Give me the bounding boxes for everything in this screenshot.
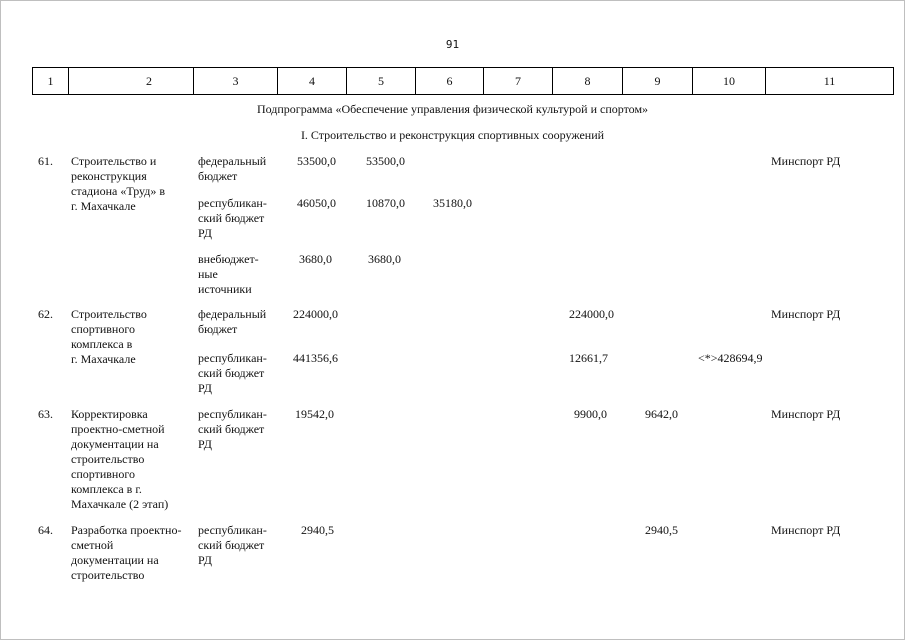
measure-name	[71, 307, 196, 367]
column-header-11: 11	[765, 68, 894, 94]
funding-source-line: РД	[198, 553, 212, 567]
measure-name-line: Строительство и	[71, 154, 157, 168]
funding-source	[198, 154, 280, 184]
measure-name-line: Корректировка	[71, 407, 148, 421]
column-header-10: 10	[692, 68, 765, 94]
column-header-4: 4	[277, 68, 346, 94]
amount-col-5: 53500,0	[366, 154, 405, 168]
funding-source-line: РД	[198, 226, 212, 240]
funding-source-line: бюджет	[198, 169, 238, 183]
amount-col-10-value: <*>428694,9	[698, 351, 763, 365]
funding-source-line: внебюджет-	[198, 252, 259, 266]
funding-source-line: ский бюджет	[198, 422, 265, 436]
funding-source-line: РД	[198, 437, 212, 451]
total-amount: 2940,5	[301, 523, 334, 537]
total-amount: 441356,6	[293, 351, 338, 365]
column-header-8: 8	[552, 68, 622, 94]
row-number: 63.	[38, 407, 53, 421]
column-header-9: 9	[622, 68, 692, 94]
funding-source-line: источники	[198, 282, 252, 296]
measure-name-line: сметной	[71, 538, 114, 552]
page-number: 91	[445, 38, 460, 51]
funding-source-line: республикан-	[198, 351, 267, 365]
measure-name-line: Разработка проектно-	[71, 523, 182, 537]
row-number: 61.	[38, 154, 53, 168]
total-amount: 53500,0	[297, 154, 336, 168]
measure-name-line: г. Махачкале	[71, 352, 136, 366]
total-amount: 3680,0	[299, 252, 332, 266]
amount-col-9: 9642,0	[645, 407, 678, 421]
amount-col-5: 3680,0	[368, 252, 401, 266]
column-header-3: 3	[193, 68, 277, 94]
funding-source	[198, 307, 280, 337]
section-title: I. Строительство и реконструкция спортивных сооружений	[300, 128, 605, 142]
measure-name	[71, 407, 196, 512]
funding-source-line: федеральный	[198, 154, 267, 168]
funding-source	[198, 196, 280, 241]
funding-source-line: федеральный	[198, 307, 267, 321]
funding-source-line: республикан-	[198, 523, 267, 537]
measure-name-line: проектно-сметной	[71, 422, 165, 436]
measure-name-line: комплекса в г.	[71, 482, 142, 496]
funding-source-line: ский бюджет	[198, 211, 265, 225]
column-header-2: 2	[68, 68, 229, 94]
measure-name-line: спортивного	[71, 467, 135, 481]
measure-name	[71, 154, 196, 214]
measure-name-line: документации на	[71, 437, 159, 451]
measure-name-line: г. Махачкале	[71, 199, 136, 213]
column-header-1: 1	[32, 68, 68, 94]
row-number: 62.	[38, 307, 53, 321]
executor: Минспорт РД	[771, 307, 841, 321]
column-header-7: 7	[483, 68, 552, 94]
amount-col-5: 10870,0	[366, 196, 405, 210]
funding-source	[198, 351, 280, 396]
total-amount: 224000,0	[293, 307, 338, 321]
total-amount: 19542,0	[295, 407, 334, 421]
funding-source-line: ные	[198, 267, 218, 281]
measure-name-line: комплекса в	[71, 337, 133, 351]
funding-source-line: республикан-	[198, 407, 267, 421]
funding-source-line: ский бюджет	[198, 366, 265, 380]
executor: Минспорт РД	[771, 407, 841, 421]
amount-col-9: 2940,5	[645, 523, 678, 537]
measure-name-line: строительство	[71, 452, 145, 466]
measure-name-line: документации на	[71, 553, 159, 567]
measure-name-line: строительство	[71, 568, 145, 582]
table-header	[32, 67, 894, 95]
total-amount: 46050,0	[297, 196, 336, 210]
executor: Минспорт РД	[771, 154, 841, 168]
measure-name-line: Махачкале (2 этап)	[71, 497, 169, 511]
funding-source	[198, 523, 280, 568]
funding-source	[198, 407, 280, 452]
funding-source-line: республикан-	[198, 196, 267, 210]
column-header-6: 6	[415, 68, 483, 94]
amount-col-10	[698, 351, 763, 366]
funding-source-line: РД	[198, 381, 212, 395]
executor: Минспорт РД	[771, 523, 841, 537]
column-header-5: 5	[346, 68, 415, 94]
amount-col-6: 35180,0	[433, 196, 472, 210]
funding-source	[198, 252, 280, 297]
amount-col-8: 224000,0	[569, 307, 614, 321]
funding-source-line: ский бюджет	[198, 538, 265, 552]
measure-name-line: спортивного	[71, 322, 135, 336]
measure-name-line: Строительство	[71, 307, 147, 321]
subprogram-title: Подпрограмма «Обеспечение управления физической культурой и спортом»	[256, 102, 649, 116]
amount-col-8: 9900,0	[574, 407, 607, 421]
measure-name-line: реконструкция	[71, 169, 147, 183]
amount-col-8: 12661,7	[569, 351, 608, 365]
funding-source-line: бюджет	[198, 322, 238, 336]
measure-name-line: стадиона «Труд» в	[71, 184, 166, 198]
row-number: 64.	[38, 523, 53, 537]
measure-name	[71, 523, 196, 583]
